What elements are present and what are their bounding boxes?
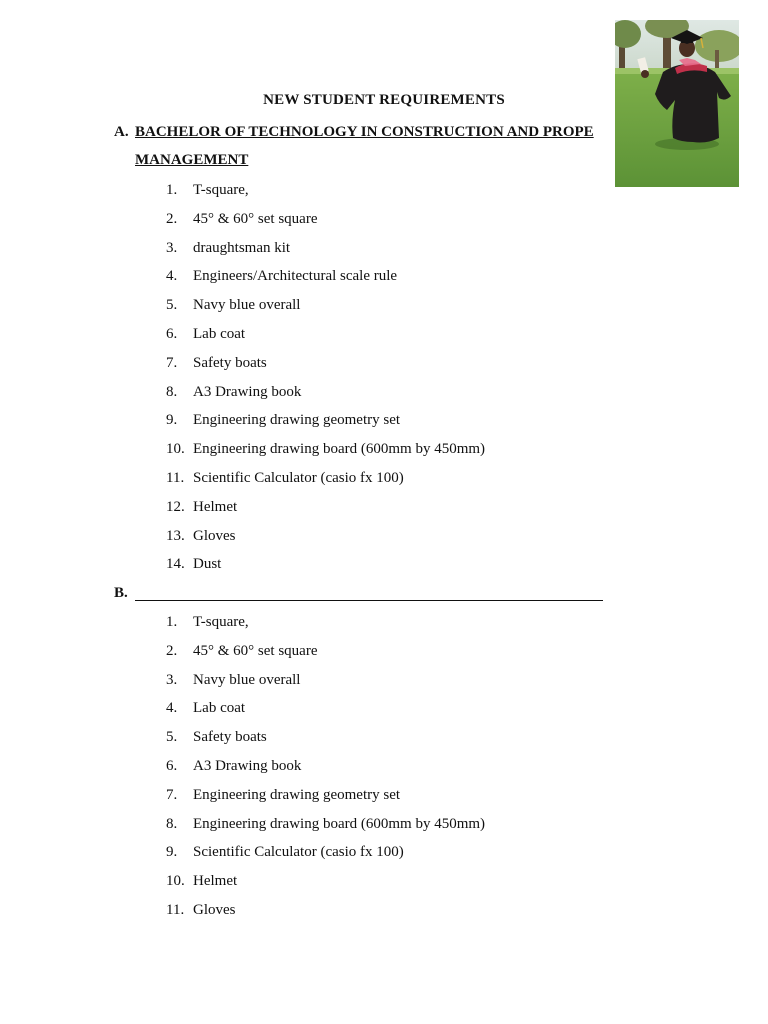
list-item: 4. Lab coat xyxy=(166,700,246,717)
list-item: 10. Engineering drawing board (600mm by 450mm) xyxy=(166,441,486,458)
list-item: 10. Helmet xyxy=(166,873,238,890)
list-item: 12. Helmet xyxy=(166,498,238,515)
list-item: 1. T-square, xyxy=(166,182,249,198)
list-item: 14. Dust xyxy=(166,556,222,573)
list-item: 2. 45° & 60° set square xyxy=(166,210,318,227)
list-item: 9. Scientific Calculator (casio fx 100) xyxy=(166,844,404,861)
list-item: 3. draughtsman kit xyxy=(166,239,291,256)
page-title: NEW STUDENT REQUIREMENTS xyxy=(263,92,505,108)
list-item: 8. Engineering drawing board (600mm by 450mm) xyxy=(166,815,486,832)
list-item: 11. Gloves xyxy=(166,901,236,918)
list-item: 5. Navy blue overall xyxy=(166,297,301,314)
list-item: 6. A3 Drawing book xyxy=(166,757,302,774)
list-item: 4. Engineers/Architectural scale rule xyxy=(166,268,398,285)
graduate-photo xyxy=(615,20,739,187)
section-b-blank-heading-line xyxy=(135,600,603,601)
section-b-list xyxy=(166,613,485,930)
list-item: 6. Lab coat xyxy=(166,325,246,342)
list-item: 7. Engineering drawing geometry set xyxy=(166,786,401,803)
list-item: 11. Scientific Calculator (casio fx 100) xyxy=(166,469,404,486)
list-item: 9. Engineering drawing geometry set xyxy=(166,412,401,429)
list-item: 7. Safety boats xyxy=(166,354,267,371)
list-item: 3. Navy blue overall xyxy=(166,671,301,688)
list-item: 1. T-square, xyxy=(166,614,249,630)
section-a-letter: A. xyxy=(114,124,129,140)
section-b-letter: B. xyxy=(114,585,128,601)
section-a-heading-line1: BACHELOR OF TECHNOLOGY IN CONSTRUCTION AND PROPE xyxy=(135,124,594,140)
list-item: 13. Gloves xyxy=(166,527,236,544)
list-item: 8. A3 Drawing book xyxy=(166,383,302,400)
section-a-list xyxy=(166,181,485,584)
list-item: 2. 45° & 60° set square xyxy=(166,642,318,659)
section-a-heading-line2: MANAGEMENT xyxy=(135,152,249,168)
list-item: 5. Safety boats xyxy=(166,729,267,746)
section-a-heading xyxy=(135,118,615,174)
